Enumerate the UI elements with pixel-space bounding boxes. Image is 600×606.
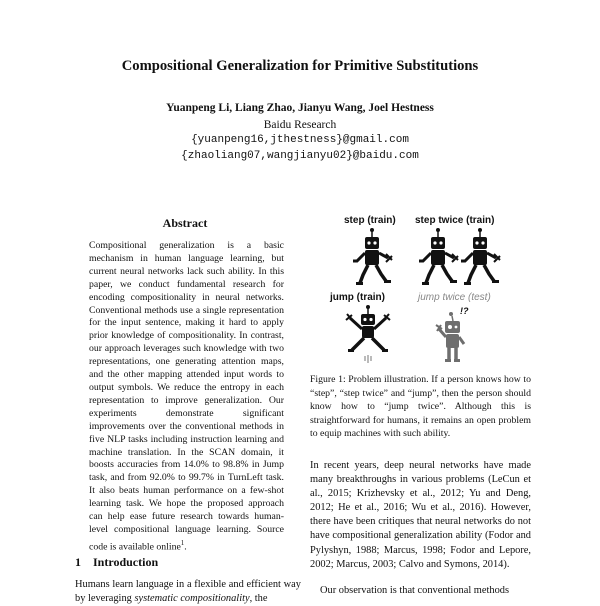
figure-label-step: step (train) [344, 215, 396, 226]
affiliation: Baidu Research [263, 119, 337, 131]
confusion-marks: !? [460, 306, 469, 316]
author-list: Yuanpeng Li, Liang Zhao, Jianyu Wang, Joel Hestness [166, 102, 434, 114]
figure-illustration [310, 212, 530, 366]
body-paragraph: In recent years, deep neural networks have made many breakthroughs in various problems (LeCun et al., 2015; Krizhevsky et al., 2012; Yu and Deng, 2012; He et al., 2016; Wu et al., 2016). However, there have been critiques that neural networks do not have compositional generalization ability (Fodor and Pylyshyn, 1988; Marcus, 1998; Fodor and Lepore, 2002; Marcus, 2003; Calvo and Symons, 2014). [310, 460, 531, 570]
robot-step-icon [353, 228, 392, 285]
robot-jump-icon [346, 305, 390, 363]
intro-paragraph [75, 578, 301, 606]
intro-text-end: , the [249, 593, 268, 604]
email-line: {zhaoliang07,wangjianyu02}@baidu.com [181, 150, 419, 162]
figure-label-jump: jump (train) [330, 292, 385, 303]
section-number: 1 [75, 555, 81, 569]
abstract-body: Compositional generalization is a basic mechanism in human language learning, but current neural networks lack such ability. In this paper, we conduct fundamental research for encoding compositionality in neural networks. Conventional methods use a single representation for the input sentence, making it hard to apply prior knowledge of compositionality. In contrast, our approach leverages such knowledge with two representations, one generating attention maps, and the other mapping attended input words to output symbols. We reduce the entropy in each representation to improve generalization. Our experiments demonstrate significant improvements over the conventional methods in five NLP tasks including instruction learning and machine translation. In the SCAN domain, it boosts accuracies from 14.0% to 98.8% in Jump task, and from 92.0% to 99.7% in TurnLeft task. It also beats human performance on a few-shot learning task. We hope the proposed approach can help ease future research towards human-level compositional language learning. Source code is available online [89, 240, 284, 553]
figure-label-jump-twice: jump twice (test) [418, 292, 491, 303]
figure-label-step-twice: step twice (train) [415, 215, 495, 226]
intro-text: Humans learn language in a flexible and efficient way by leveraging [75, 579, 301, 604]
figure-caption: Figure 1: Problem illustration. If a person knows how to “step”, “step twice” and “jump”, then the person should know how to “jump twice”. Although this is straightforward for humans, it remains an open problem to equip machines with such ability. [310, 374, 531, 439]
footnote-marker: 1 [180, 538, 185, 547]
email-line: {yuanpeng16,jthestness}@gmail.com [191, 134, 409, 146]
paper-title: Compositional Generalization for Primitive Substitutions [121, 58, 479, 74]
intro-emphasis: systematic compositionality [134, 593, 250, 604]
robot-step-twice-icon [419, 228, 458, 285]
abstract-heading: Abstract [162, 216, 208, 230]
abstract-text: Compositional generalization is a basic mechanism in human language learning, but current neural networks lack such ability. In this paper, we conduct fundamental research for encoding compositionality in neural networks. Conventional methods use a single representation for the input sentence, making it hard to apply prior knowledge of compositionality. In contrast, our approach leverages such knowledge with two representations, one generating attention maps, and the other mapping attended input words to output symbols. We reduce the entropy in each representation to improve generalization. Our experiments demonstrate significant improvements over the conventional methods in five NLP tasks including instruction learning and machine translation. In the SCAN domain, it boosts accuracies from 14.0% to 98.8% in Jump task, and from 92.0% to 99.7% in TurnLeft task. It also beats human performance on a few-shot learning task. We hope the proposed approach can help ease future research towards human-level compositional language learning. Source code is available online$^1$. [89, 240, 284, 553]
section-title: Introduction [93, 555, 159, 569]
body-paragraph: Our observation is that conventional methods [320, 585, 510, 596]
robot-confused-icon [436, 312, 464, 362]
robot-step-twice-icon [461, 228, 500, 285]
section-heading [75, 555, 158, 570]
